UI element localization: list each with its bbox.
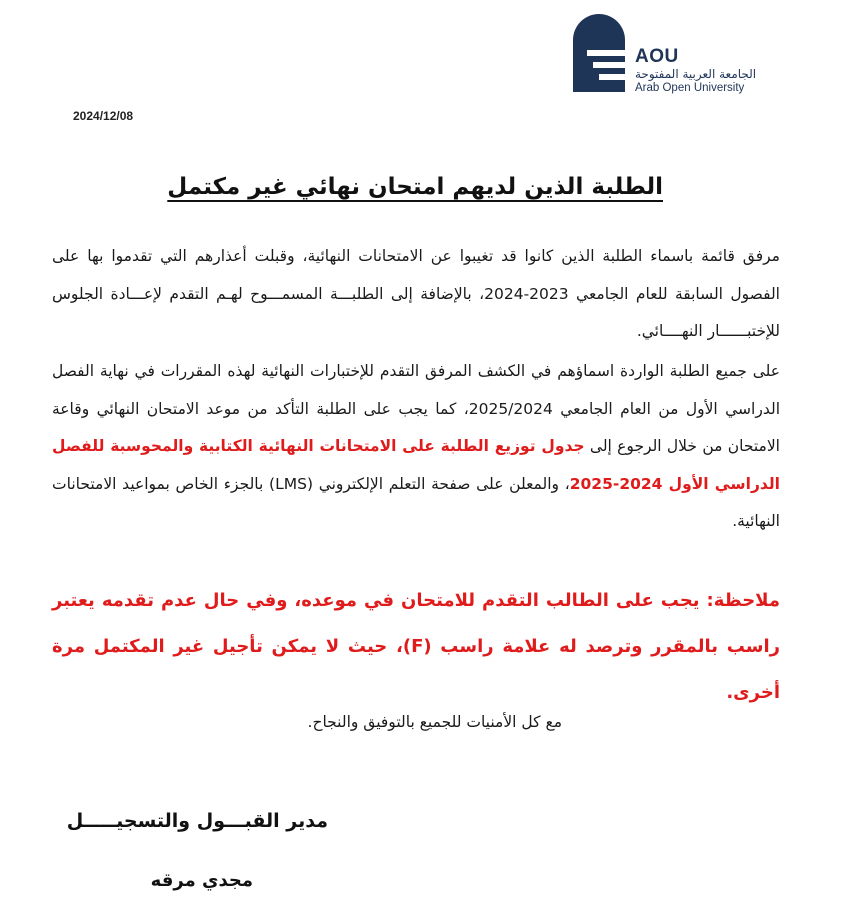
university-logo xyxy=(573,14,773,96)
signatory-name: مجدي مرقه xyxy=(150,870,253,891)
paragraph-instructions-part2: ، والمعلن على صفحة التعلم الإلكتروني (LMS) بالجزء الخاص بمواعيد الامتحانات النهائية. xyxy=(52,474,780,530)
exam-schedule-highlight: جدول توزيع الطلبة على الامتحانات النهائية الكتابية والمحوسبة للفصل الدراسي الأول 2024-2025 xyxy=(52,437,780,493)
paragraph-instructions-part1: على جميع الطلبة الواردة اسماؤهم في الكشف المرفق التقدم للإختبارات النهائية لهذه المقررات في نهاية الفصل الدراسي الأول من العام الجامعي 2025/2024، كما يجب على الطلبة التأكد من موعد الامتحان النهائي وقاعة الامتحان من خلال الرجوع إلى xyxy=(52,362,780,455)
closing-line: مع كل الأمنيات للجميع بالتوفيق والنجاح. xyxy=(307,713,562,731)
paragraph-attached-list: مرفق قائمة باسماء الطلبة الذين كانوا قد تغيبوا عن الامتحانات النهائية، وقبلت أعذارهم التي تقدموا بها على الفصول السابقة للعام الجامعي 2023-2024، بالإضافة إلى الطلبـــة المسمـــوح لهـم التقدم لإعـــادة الجلوس للإختبــــــار النهــــائي. xyxy=(52,247,780,340)
logo-english-name: Arab Open University xyxy=(635,82,745,94)
arch-logo-icon xyxy=(573,14,625,92)
logo-abbreviation: AOU xyxy=(635,46,679,67)
logo-arabic-name: الجامعة العربية المفتوحة xyxy=(635,67,757,81)
document-title: الطلبة الذين لديهم امتحان نهائي غير مكتمل xyxy=(167,174,663,200)
document-date: 2024/12/08 xyxy=(73,109,134,123)
warning-note: ملاحظة: يجب على الطالب التقدم للامتحان في موعده، وفي حال عدم تقدمه يعتبر راسب بالمقرر وترصد له علامة راسب (F)، حيث لا يمكن تأجيل غير المكتمل مرة أخرى. xyxy=(52,590,780,703)
paragraph-instructions xyxy=(52,353,780,541)
signatory-title: مدير القبـــول والتسجيـــــل xyxy=(66,810,328,832)
